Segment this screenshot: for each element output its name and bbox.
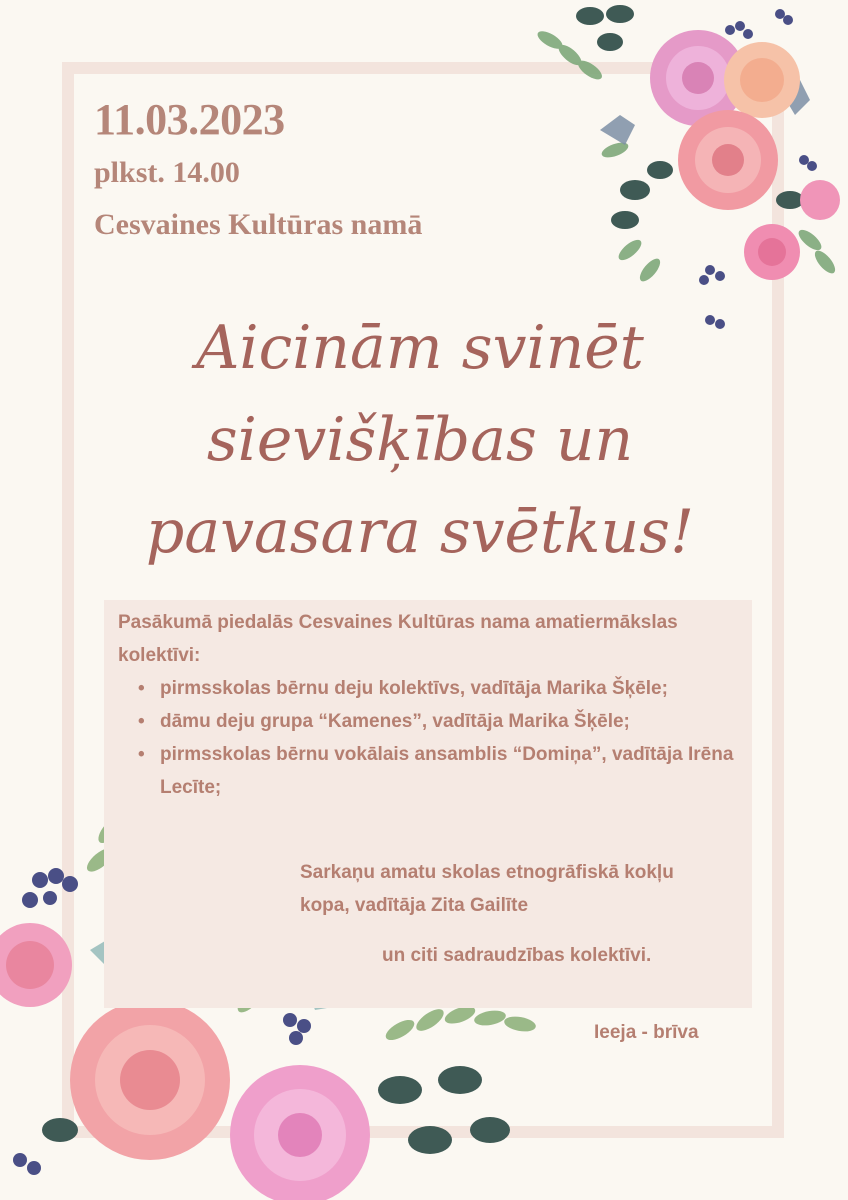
list-item: • dāmu deju grupa “Kamenes”, vadītāja Marika Šķēle; (138, 705, 738, 738)
headline (110, 302, 730, 578)
headline-line: pavasara svētkus! (145, 497, 695, 567)
guest-group: Sarkaņu amatu skolas etnogrāfiskā kokļu kopa, vadītāja Zita Gailīte (300, 862, 674, 916)
participants-list (138, 672, 738, 804)
participants-intro: Pasākumā piedalās Cesvaines Kultūras nama amatiermākslas kolektīvi: (118, 612, 678, 666)
headline-line: sievišķības un (206, 405, 634, 475)
event-date: 11.03.2023 (94, 95, 285, 144)
participants-box (104, 600, 752, 1008)
headline-line: Aicinām svinēt (196, 313, 644, 383)
floral-corner-top-right (520, 0, 848, 335)
list-item: • pirmsskolas bērnu vokālais ansamblis “Domiņa”, vadītāja Irēna Lecīte; (138, 738, 738, 804)
list-item: • pirmsskolas bērnu deju kolektīvs, vadītāja Marika Šķēle; (138, 672, 738, 705)
event-time: plkst. 14.00 (94, 156, 240, 189)
other-groups: un citi sadraudzības kolektīvi. (382, 945, 652, 966)
entry-note: Ieeja - brīva (594, 1022, 699, 1043)
event-venue: Cesvaines Kultūras namā (94, 208, 423, 241)
